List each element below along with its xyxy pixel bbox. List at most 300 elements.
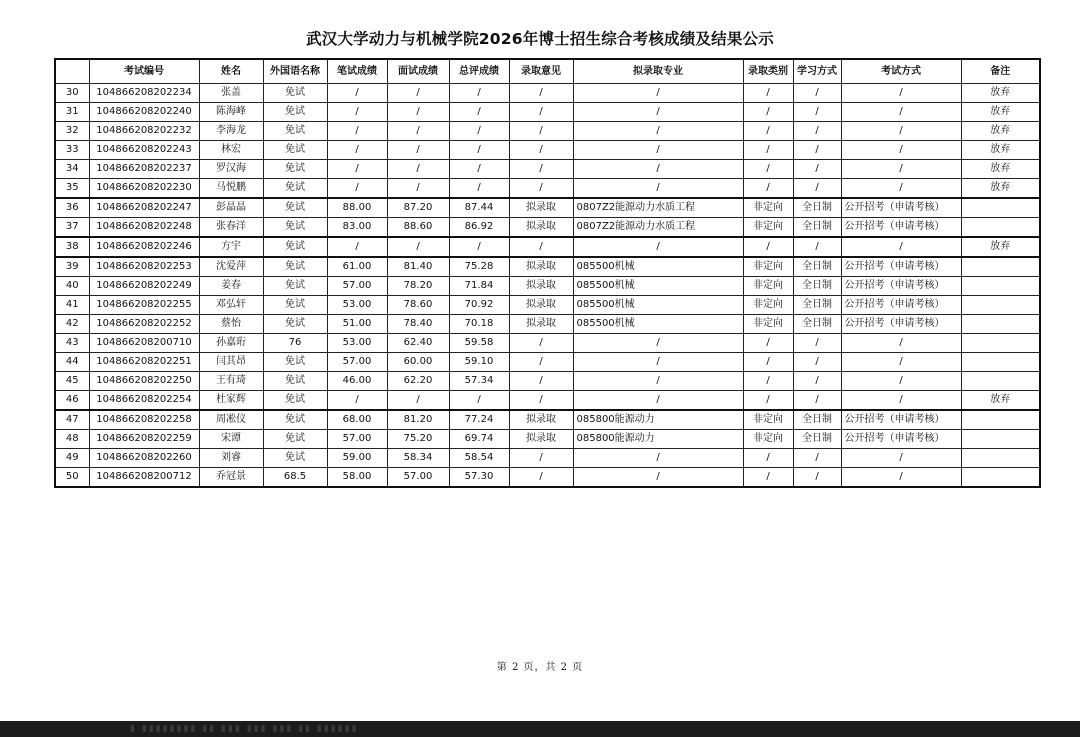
remarks-cell: 放弃 [961, 103, 1040, 122]
row-number-cell: 34 [55, 160, 89, 179]
admission-opinion-cell: / [509, 372, 573, 391]
total-score-cell: 75.28 [449, 257, 509, 277]
candidate-name-cell: 蔡怡 [199, 315, 263, 334]
row-number-cell: 46 [55, 391, 89, 411]
candidate-name-cell: 林宏 [199, 141, 263, 160]
admission-opinion-cell: / [509, 84, 573, 103]
column-header: 录取类别 [743, 59, 793, 84]
study-mode-cell: 全日制 [793, 198, 841, 218]
total-score-cell: / [449, 141, 509, 160]
admission-opinion-cell: / [509, 141, 573, 160]
study-mode-cell: / [793, 449, 841, 468]
foreign-language-cell: 免试 [263, 449, 327, 468]
admission-category-cell: / [743, 353, 793, 372]
foreign-language-cell: 免试 [263, 277, 327, 296]
remarks-cell [961, 198, 1040, 218]
exam-mode-cell: / [841, 160, 961, 179]
written-score-cell: / [327, 103, 387, 122]
total-score-cell: 59.58 [449, 334, 509, 353]
column-header: 考试方式 [841, 59, 961, 84]
exam-mode-cell: / [841, 237, 961, 257]
column-header [55, 59, 89, 84]
admission-opinion-cell: / [509, 179, 573, 199]
foreign-language-cell: 免试 [263, 160, 327, 179]
proposed-major-cell: 0807Z2能源动力水质工程 [573, 218, 743, 238]
foreign-language-cell: 免试 [263, 296, 327, 315]
candidate-name-cell: 沈爱萍 [199, 257, 263, 277]
exam-mode-cell: 公开招考（申请考核） [841, 198, 961, 218]
interview-score-cell: 62.40 [387, 334, 449, 353]
results-table [54, 58, 1041, 488]
admission-opinion-cell: / [509, 391, 573, 411]
proposed-major-cell: / [573, 141, 743, 160]
exam-mode-cell: / [841, 141, 961, 160]
column-header: 学习方式 [793, 59, 841, 84]
admission-opinion-cell: 拟录取 [509, 277, 573, 296]
foreign-language-cell: 免试 [263, 353, 327, 372]
row-number-cell: 44 [55, 353, 89, 372]
admission-opinion-cell: / [509, 468, 573, 488]
admission-opinion-cell: / [509, 449, 573, 468]
written-score-cell: 58.00 [327, 468, 387, 488]
foreign-language-cell: 免试 [263, 179, 327, 199]
exam-id-cell: 104866208202240 [89, 103, 199, 122]
proposed-major-cell: / [573, 84, 743, 103]
row-number-cell: 31 [55, 103, 89, 122]
admission-category-cell: / [743, 449, 793, 468]
admission-category-cell: / [743, 141, 793, 160]
column-header: 备注 [961, 59, 1040, 84]
admission-opinion-cell: / [509, 334, 573, 353]
remarks-cell [961, 468, 1040, 488]
written-score-cell: 68.00 [327, 410, 387, 430]
interview-score-cell: / [387, 141, 449, 160]
row-number-cell: 48 [55, 430, 89, 449]
candidate-name-cell: 闫其昂 [199, 353, 263, 372]
study-mode-cell: / [793, 141, 841, 160]
foreign-language-cell: 免试 [263, 315, 327, 334]
row-number-cell: 41 [55, 296, 89, 315]
study-mode-cell: / [793, 122, 841, 141]
study-mode-cell: / [793, 372, 841, 391]
remarks-cell: 放弃 [961, 160, 1040, 179]
admission-opinion-cell: / [509, 160, 573, 179]
exam-id-cell: 104866208202258 [89, 410, 199, 430]
written-score-cell: / [327, 179, 387, 199]
study-mode-cell: 全日制 [793, 430, 841, 449]
table-row [55, 296, 1040, 315]
study-mode-cell: 全日制 [793, 315, 841, 334]
interview-score-cell: / [387, 391, 449, 411]
row-number-cell: 37 [55, 218, 89, 238]
study-mode-cell: 全日制 [793, 218, 841, 238]
total-score-cell: 86.92 [449, 218, 509, 238]
admission-opinion-cell: 拟录取 [509, 198, 573, 218]
row-number-cell: 43 [55, 334, 89, 353]
page-title: 武汉大学动力与机械学院2026年博士招生综合考核成绩及结果公示 [306, 30, 774, 48]
written-score-cell: 83.00 [327, 218, 387, 238]
admission-category-cell: 非定向 [743, 296, 793, 315]
admission-opinion-cell: 拟录取 [509, 296, 573, 315]
exam-id-cell: 104866208202234 [89, 84, 199, 103]
written-score-cell: 53.00 [327, 296, 387, 315]
column-header: 外国语名称 [263, 59, 327, 84]
admission-opinion-cell: 拟录取 [509, 218, 573, 238]
study-mode-cell: 全日制 [793, 257, 841, 277]
admission-opinion-cell: / [509, 353, 573, 372]
exam-id-cell: 104866208202246 [89, 237, 199, 257]
exam-mode-cell: 公开招考（申请考核） [841, 257, 961, 277]
table-row [55, 257, 1040, 277]
admission-opinion-cell: / [509, 122, 573, 141]
table-row [55, 218, 1040, 238]
study-mode-cell: / [793, 237, 841, 257]
proposed-major-cell: 085500机械 [573, 257, 743, 277]
exam-id-cell: 104866208202260 [89, 449, 199, 468]
written-score-cell: 57.00 [327, 277, 387, 296]
table-row [55, 179, 1040, 199]
interview-score-cell: 78.20 [387, 277, 449, 296]
column-header: 笔试成绩 [327, 59, 387, 84]
admission-category-cell: 非定向 [743, 410, 793, 430]
candidate-name-cell: 张盖 [199, 84, 263, 103]
remarks-cell [961, 353, 1040, 372]
admission-opinion-cell: 拟录取 [509, 315, 573, 334]
exam-id-cell: 104866208202250 [89, 372, 199, 391]
proposed-major-cell: 085500机械 [573, 296, 743, 315]
written-score-cell: / [327, 160, 387, 179]
written-score-cell: / [327, 84, 387, 103]
exam-mode-cell: 公开招考（申请考核） [841, 277, 961, 296]
study-mode-cell: / [793, 334, 841, 353]
written-score-cell: 57.00 [327, 430, 387, 449]
study-mode-cell: / [793, 84, 841, 103]
written-score-cell: / [327, 141, 387, 160]
total-score-cell: / [449, 84, 509, 103]
proposed-major-cell: 085500机械 [573, 315, 743, 334]
study-mode-cell: / [793, 353, 841, 372]
remarks-cell [961, 430, 1040, 449]
admission-category-cell: / [743, 237, 793, 257]
total-score-cell: / [449, 160, 509, 179]
written-score-cell: 59.00 [327, 449, 387, 468]
interview-score-cell: 60.00 [387, 353, 449, 372]
admission-category-cell: / [743, 468, 793, 488]
interview-score-cell: 58.34 [387, 449, 449, 468]
candidate-name-cell: 周凇仪 [199, 410, 263, 430]
column-header: 面试成绩 [387, 59, 449, 84]
exam-id-cell: 104866208202254 [89, 391, 199, 411]
remarks-cell: 放弃 [961, 84, 1040, 103]
total-score-cell: / [449, 179, 509, 199]
column-header: 总评成绩 [449, 59, 509, 84]
table-row [55, 449, 1040, 468]
exam-mode-cell: 公开招考（申请考核） [841, 430, 961, 449]
written-score-cell: 46.00 [327, 372, 387, 391]
proposed-major-cell: / [573, 103, 743, 122]
exam-id-cell: 104866208202255 [89, 296, 199, 315]
proposed-major-cell: / [573, 237, 743, 257]
table-header-row [55, 59, 1040, 84]
proposed-major-cell: / [573, 372, 743, 391]
interview-score-cell: 81.40 [387, 257, 449, 277]
admission-category-cell: 非定向 [743, 430, 793, 449]
page-footer: 第 2 页，共 2 页 [496, 662, 584, 673]
total-score-cell: / [449, 122, 509, 141]
row-number-cell: 42 [55, 315, 89, 334]
candidate-name-cell: 宋谭 [199, 430, 263, 449]
candidate-name-cell: 方宇 [199, 237, 263, 257]
row-number-cell: 38 [55, 237, 89, 257]
proposed-major-cell: / [573, 449, 743, 468]
admission-category-cell: / [743, 179, 793, 199]
admission-category-cell: / [743, 122, 793, 141]
admission-opinion-cell: 拟录取 [509, 410, 573, 430]
total-score-cell: 70.18 [449, 315, 509, 334]
exam-mode-cell: / [841, 179, 961, 199]
study-mode-cell: / [793, 160, 841, 179]
admission-opinion-cell: 拟录取 [509, 257, 573, 277]
exam-mode-cell: 公开招考（申请考核） [841, 315, 961, 334]
total-score-cell: / [449, 391, 509, 411]
candidate-name-cell: 马悦鹏 [199, 179, 263, 199]
exam-id-cell: 104866208202243 [89, 141, 199, 160]
total-score-cell: 70.92 [449, 296, 509, 315]
foreign-language-cell: 免试 [263, 372, 327, 391]
admission-category-cell: 非定向 [743, 257, 793, 277]
study-mode-cell: 全日制 [793, 277, 841, 296]
table-row [55, 277, 1040, 296]
study-mode-cell: 全日制 [793, 410, 841, 430]
foreign-language-cell: 免试 [263, 218, 327, 238]
admission-category-cell: 非定向 [743, 315, 793, 334]
table-body [55, 84, 1040, 488]
row-number-cell: 32 [55, 122, 89, 141]
interview-score-cell: 78.40 [387, 315, 449, 334]
column-header: 拟录取专业 [573, 59, 743, 84]
candidate-name-cell: 刘睿 [199, 449, 263, 468]
exam-mode-cell: / [841, 103, 961, 122]
exam-mode-cell: / [841, 468, 961, 488]
exam-id-cell: 104866208202259 [89, 430, 199, 449]
obscured-row-fragment: ▮ ▮▮▮▮▮▮▮▮ ▮▮ ▮▮▮ ▮▮▮ ▮▮▮ ▮▮ ▮▮▮▮▮▮ [130, 724, 359, 734]
exam-id-cell: 104866208202230 [89, 179, 199, 199]
table-row [55, 103, 1040, 122]
table-row [55, 237, 1040, 257]
interview-score-cell: / [387, 103, 449, 122]
table-row [55, 391, 1040, 411]
remarks-cell [961, 410, 1040, 430]
interview-score-cell: / [387, 237, 449, 257]
exam-mode-cell: / [841, 334, 961, 353]
table-row [55, 160, 1040, 179]
remarks-cell [961, 449, 1040, 468]
admission-category-cell: 非定向 [743, 277, 793, 296]
interview-score-cell: 87.20 [387, 198, 449, 218]
table-row [55, 141, 1040, 160]
remarks-cell: 放弃 [961, 122, 1040, 141]
remarks-cell: 放弃 [961, 141, 1040, 160]
candidate-name-cell: 乔冠景 [199, 468, 263, 488]
total-score-cell: 59.10 [449, 353, 509, 372]
proposed-major-cell: 085500机械 [573, 277, 743, 296]
remarks-cell: 放弃 [961, 179, 1040, 199]
row-number-cell: 33 [55, 141, 89, 160]
foreign-language-cell: 免试 [263, 257, 327, 277]
written-score-cell: 53.00 [327, 334, 387, 353]
exam-id-cell: 104866208202253 [89, 257, 199, 277]
row-number-cell: 39 [55, 257, 89, 277]
proposed-major-cell: / [573, 179, 743, 199]
remarks-cell [961, 296, 1040, 315]
proposed-major-cell: / [573, 353, 743, 372]
table-row [55, 84, 1040, 103]
study-mode-cell: / [793, 103, 841, 122]
total-score-cell: 71.84 [449, 277, 509, 296]
exam-id-cell: 104866208202247 [89, 198, 199, 218]
table-row [55, 198, 1040, 218]
admission-category-cell: / [743, 160, 793, 179]
bottom-dark-strip [0, 721, 1080, 737]
written-score-cell: / [327, 391, 387, 411]
exam-id-cell: 104866208202252 [89, 315, 199, 334]
exam-id-cell: 104866208200712 [89, 468, 199, 488]
total-score-cell: 69.74 [449, 430, 509, 449]
written-score-cell: / [327, 122, 387, 141]
admission-category-cell: / [743, 372, 793, 391]
foreign-language-cell: 免试 [263, 237, 327, 257]
interview-score-cell: / [387, 122, 449, 141]
proposed-major-cell: 085800能源动力 [573, 430, 743, 449]
row-number-cell: 45 [55, 372, 89, 391]
row-number-cell: 40 [55, 277, 89, 296]
table-row [55, 410, 1040, 430]
candidate-name-cell: 姜春 [199, 277, 263, 296]
row-number-cell: 35 [55, 179, 89, 199]
exam-mode-cell: / [841, 449, 961, 468]
total-score-cell: 57.30 [449, 468, 509, 488]
proposed-major-cell: 085800能源动力 [573, 410, 743, 430]
exam-id-cell: 104866208202248 [89, 218, 199, 238]
admission-category-cell: / [743, 334, 793, 353]
candidate-name-cell: 孙嘉珩 [199, 334, 263, 353]
column-header: 录取意见 [509, 59, 573, 84]
row-number-cell: 50 [55, 468, 89, 488]
table-row [55, 334, 1040, 353]
remarks-cell [961, 218, 1040, 238]
written-score-cell: / [327, 237, 387, 257]
interview-score-cell: 75.20 [387, 430, 449, 449]
candidate-name-cell: 罗汉海 [199, 160, 263, 179]
candidate-name-cell: 陈海峰 [199, 103, 263, 122]
admission-opinion-cell: / [509, 103, 573, 122]
foreign-language-cell: 免试 [263, 430, 327, 449]
foreign-language-cell: 免试 [263, 410, 327, 430]
proposed-major-cell: 0807Z2能源动力水质工程 [573, 198, 743, 218]
total-score-cell: 57.34 [449, 372, 509, 391]
admission-category-cell: 非定向 [743, 218, 793, 238]
interview-score-cell: 57.00 [387, 468, 449, 488]
interview-score-cell: 78.60 [387, 296, 449, 315]
admission-opinion-cell: 拟录取 [509, 430, 573, 449]
written-score-cell: 61.00 [327, 257, 387, 277]
interview-score-cell: / [387, 160, 449, 179]
total-score-cell: 87.44 [449, 198, 509, 218]
exam-id-cell: 104866208202249 [89, 277, 199, 296]
written-score-cell: 57.00 [327, 353, 387, 372]
proposed-major-cell: / [573, 160, 743, 179]
proposed-major-cell: / [573, 391, 743, 411]
row-number-cell: 36 [55, 198, 89, 218]
foreign-language-cell: 76 [263, 334, 327, 353]
table-row [55, 372, 1040, 391]
exam-id-cell: 104866208202251 [89, 353, 199, 372]
study-mode-cell: / [793, 391, 841, 411]
table-row [55, 430, 1040, 449]
admission-category-cell: / [743, 103, 793, 122]
written-score-cell: 88.00 [327, 198, 387, 218]
table-row [55, 122, 1040, 141]
row-number-cell: 47 [55, 410, 89, 430]
candidate-name-cell: 杜家辉 [199, 391, 263, 411]
row-number-cell: 49 [55, 449, 89, 468]
row-number-cell: 30 [55, 84, 89, 103]
remarks-cell [961, 277, 1040, 296]
candidate-name-cell: 张春洋 [199, 218, 263, 238]
exam-mode-cell: 公开招考（申请考核） [841, 296, 961, 315]
remarks-cell [961, 315, 1040, 334]
interview-score-cell: 81.20 [387, 410, 449, 430]
remarks-cell: 放弃 [961, 391, 1040, 411]
total-score-cell: 77.24 [449, 410, 509, 430]
exam-id-cell: 104866208202237 [89, 160, 199, 179]
candidate-name-cell: 邓弘轩 [199, 296, 263, 315]
foreign-language-cell: 免试 [263, 103, 327, 122]
interview-score-cell: / [387, 84, 449, 103]
proposed-major-cell: / [573, 334, 743, 353]
interview-score-cell: / [387, 179, 449, 199]
foreign-language-cell: 68.5 [263, 468, 327, 488]
admission-opinion-cell: / [509, 237, 573, 257]
column-header: 姓名 [199, 59, 263, 84]
remarks-cell [961, 334, 1040, 353]
candidate-name-cell: 彭晶晶 [199, 198, 263, 218]
admission-category-cell: / [743, 84, 793, 103]
study-mode-cell: / [793, 179, 841, 199]
remarks-cell [961, 257, 1040, 277]
candidate-name-cell: 王有琦 [199, 372, 263, 391]
remarks-cell: 放弃 [961, 237, 1040, 257]
written-score-cell: 51.00 [327, 315, 387, 334]
remarks-cell [961, 372, 1040, 391]
foreign-language-cell: 免试 [263, 122, 327, 141]
exam-mode-cell: / [841, 391, 961, 411]
total-score-cell: / [449, 103, 509, 122]
foreign-language-cell: 免试 [263, 391, 327, 411]
exam-mode-cell: / [841, 372, 961, 391]
admission-category-cell: / [743, 391, 793, 411]
exam-id-cell: 104866208202232 [89, 122, 199, 141]
exam-mode-cell: 公开招考（申请考核） [841, 218, 961, 238]
interview-score-cell: 88.60 [387, 218, 449, 238]
foreign-language-cell: 免试 [263, 198, 327, 218]
exam-mode-cell: / [841, 353, 961, 372]
candidate-name-cell: 李海龙 [199, 122, 263, 141]
proposed-major-cell: / [573, 468, 743, 488]
study-mode-cell: / [793, 468, 841, 488]
exam-mode-cell: / [841, 84, 961, 103]
proposed-major-cell: / [573, 122, 743, 141]
